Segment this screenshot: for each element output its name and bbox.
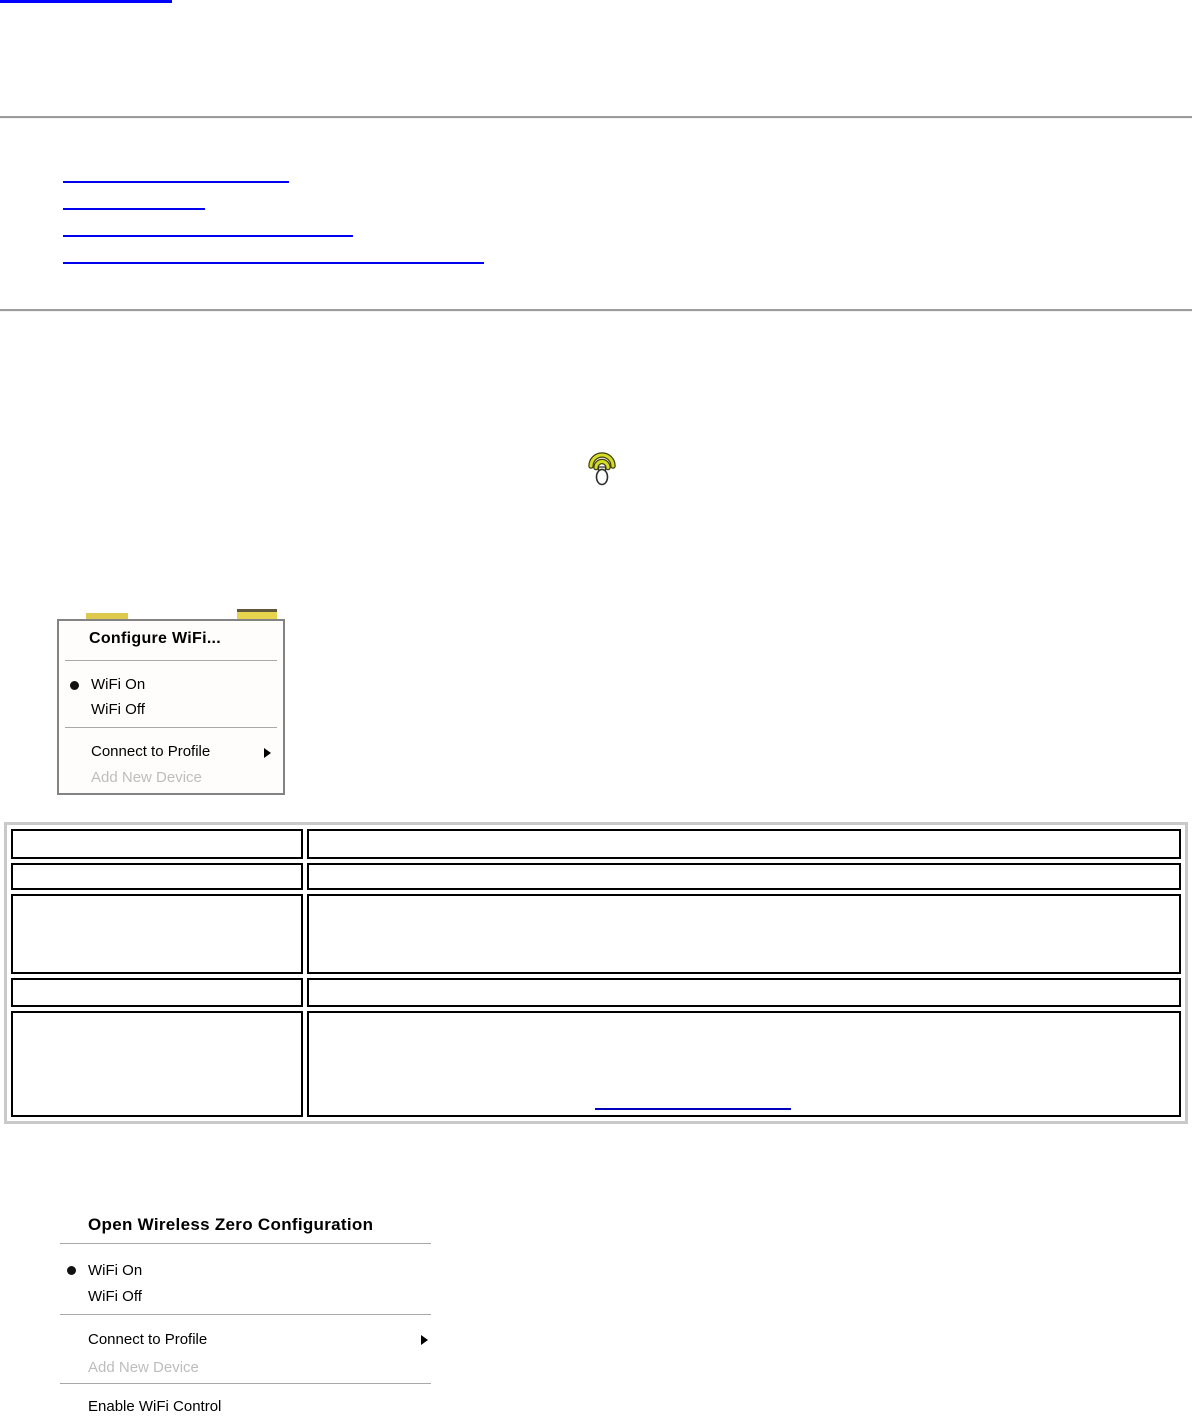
menu-item-wifi-on[interactable] (59, 675, 283, 697)
menu-item-wifi-on[interactable] (57, 1260, 433, 1284)
nav-link-4[interactable] (63, 262, 484, 264)
table-row (11, 1011, 1181, 1117)
menu-item-label: Enable WiFi Control (88, 1398, 222, 1415)
menu-title-configure-wifi[interactable]: Configure WiFi... (89, 630, 222, 647)
menu-item-connect-to-profile[interactable] (57, 1329, 433, 1353)
table-cell (307, 894, 1181, 974)
menu-item-enable-wifi-control[interactable] (57, 1396, 433, 1420)
menu-separator (60, 1383, 431, 1384)
table-cell (11, 978, 303, 1007)
menu-separator (60, 1243, 431, 1244)
menu-item-label: Connect to Profile (91, 743, 211, 760)
table-cell (307, 829, 1181, 859)
menu-item-label: Add New Device (88, 1359, 199, 1376)
wifi-signal-tray-icon (586, 449, 618, 487)
submenu-arrow-icon (421, 1335, 428, 1345)
table-row (11, 894, 1181, 974)
menu-item-connect-to-profile[interactable] (59, 742, 283, 764)
nav-link-1[interactable] (63, 181, 289, 183)
table-cell (11, 863, 303, 890)
table-cell (11, 829, 303, 859)
menu-item-label: WiFi On (91, 676, 146, 693)
top-partial-link[interactable] (0, 0, 172, 3)
table-cell (11, 894, 303, 974)
wireless-zero-config-menu (57, 1205, 433, 1424)
table-cell-link[interactable] (595, 1108, 791, 1110)
submenu-arrow-icon (264, 748, 271, 758)
menu-item-label: Add New Device (91, 769, 202, 786)
configure-wifi-menu (57, 619, 285, 795)
radio-bullet-icon (67, 1266, 76, 1275)
table-cell (307, 1011, 1181, 1117)
table-row (11, 829, 1181, 859)
table-cell (11, 1011, 303, 1117)
horizontal-rule-top (0, 116, 1192, 119)
nav-link-2[interactable] (63, 208, 205, 210)
nav-link-3[interactable] (63, 235, 353, 237)
menu-item-label: WiFi Off (88, 1288, 142, 1305)
table-row (11, 863, 1181, 890)
menu-separator (60, 1314, 431, 1315)
table-cell (307, 978, 1181, 1007)
menu-item-label: WiFi On (88, 1262, 143, 1279)
radio-bullet-icon (70, 681, 79, 690)
menu-separator (65, 660, 277, 661)
menu-item-wifi-off[interactable] (59, 700, 283, 722)
menu-item-wifi-off[interactable] (57, 1286, 433, 1310)
menu-item-label: WiFi Off (91, 701, 145, 718)
menu-item-label: Connect to Profile (88, 1331, 208, 1348)
table-cell (307, 863, 1181, 890)
menu-item-add-new-device (57, 1357, 433, 1381)
menu-title-open-wzc[interactable]: Open Wireless Zero Configuration (88, 1215, 374, 1234)
menu-separator (65, 727, 277, 728)
menu-item-add-new-device (59, 768, 283, 790)
settings-table (4, 822, 1188, 1124)
horizontal-rule-mid (0, 309, 1192, 312)
table-row (11, 978, 1181, 1007)
